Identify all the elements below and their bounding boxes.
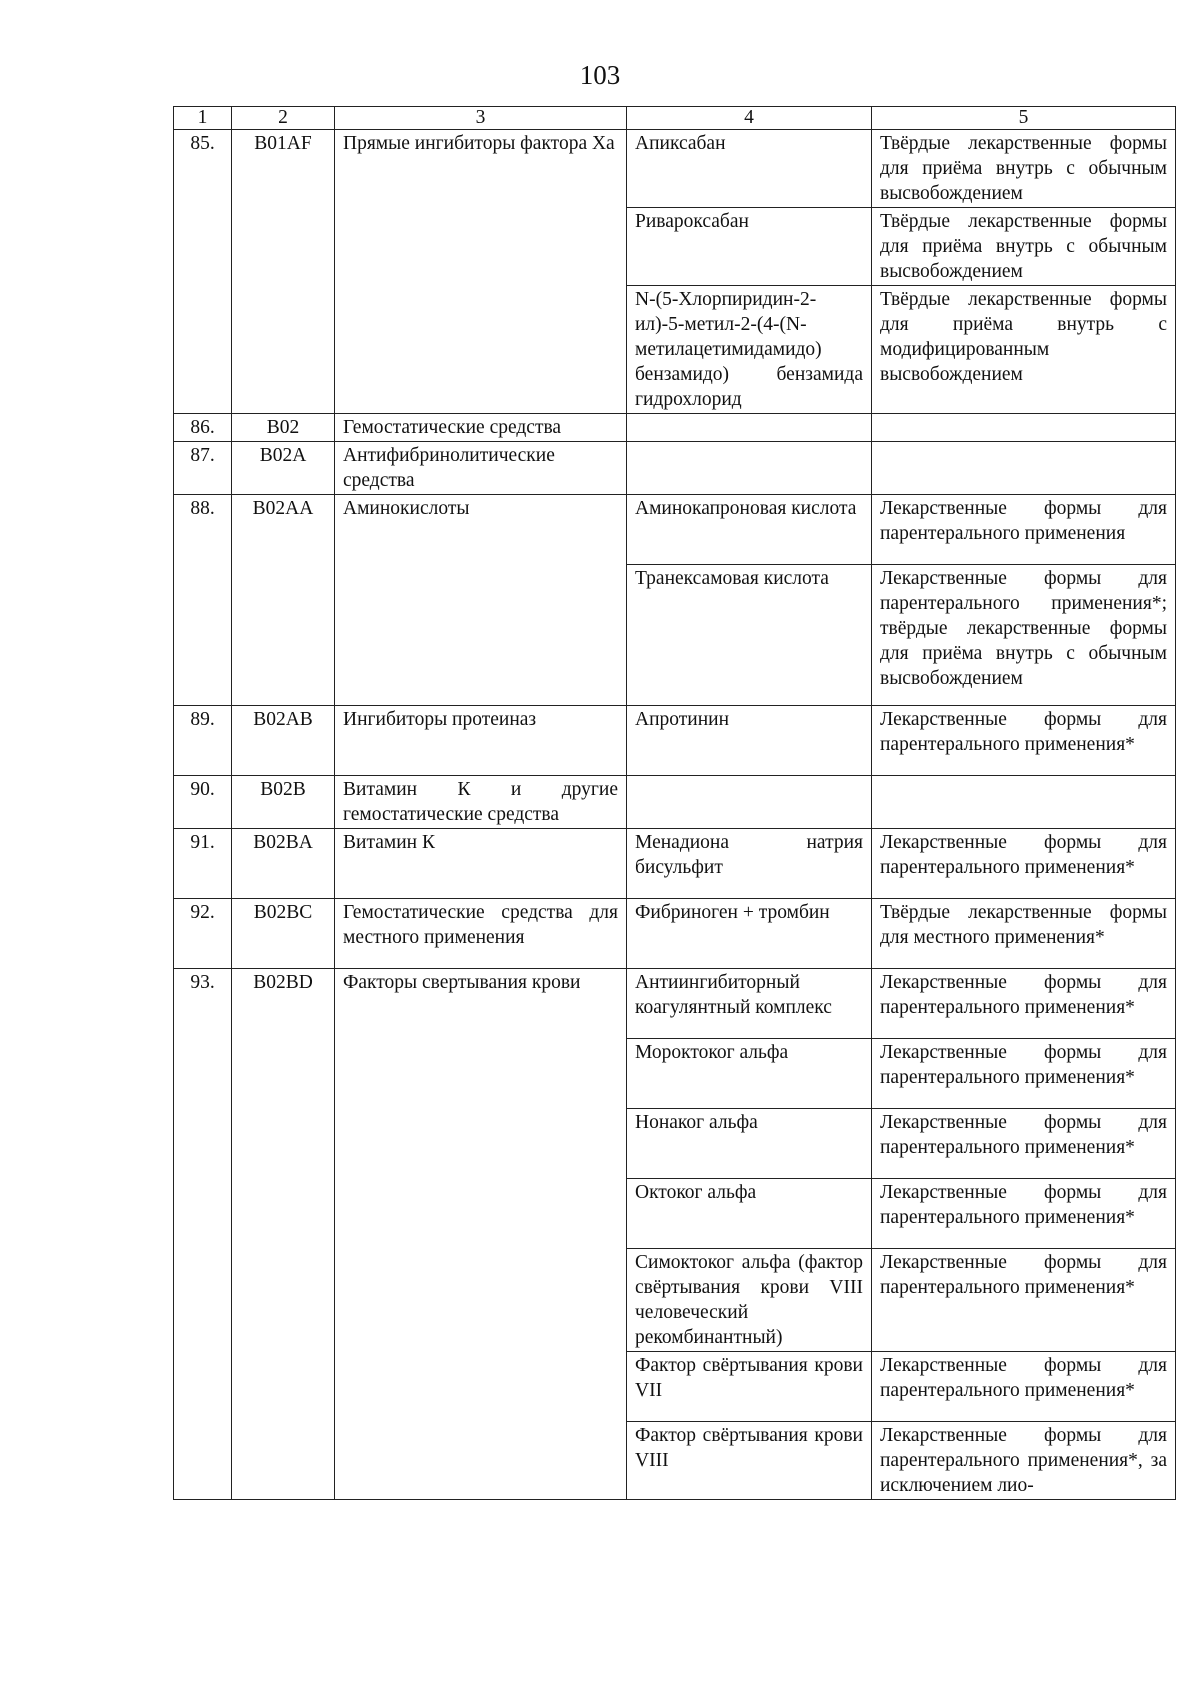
dosage-form: Твёрдые лекарственные формы для приёма внутрь с обычным высвобождением — [872, 130, 1176, 208]
atc-code: B02AA — [232, 495, 335, 706]
dosage-form: Лекарственные формы для парентерального применения — [872, 495, 1176, 565]
table-row — [174, 776, 1176, 829]
dosage-form: Лекарственные формы для парентерального применения* — [872, 706, 1176, 776]
group-name: Антифибринолитические средства — [335, 442, 627, 495]
atc-code: B02BA — [232, 829, 335, 899]
drug-name: Апротинин — [627, 706, 872, 776]
group-name: Гемостатические средства для местного применения — [335, 899, 627, 969]
group-name: Факторы свертывания крови — [335, 969, 627, 1500]
drug-name: Апиксабан — [627, 130, 872, 208]
atc-code: B02BC — [232, 899, 335, 969]
table-row — [174, 130, 1176, 208]
drug-name: Аминокапроновая кислота — [627, 495, 872, 565]
column-header: 2 — [232, 107, 335, 130]
drug-name: Фактор свёртывания крови VIII — [627, 1422, 872, 1500]
dosage-form: Лекарственные формы для парентерального применения*; твёрдые лекарственные формы для приёма внутрь с обычным высвобождением — [872, 565, 1176, 706]
column-header: 3 — [335, 107, 627, 130]
dosage-form: Твёрдые лекарственные формы для приёма внутрь с обычным высвобождением — [872, 208, 1176, 286]
row-number: 89. — [174, 706, 232, 776]
atc-code: B02AB — [232, 706, 335, 776]
atc-code: B02B — [232, 776, 335, 829]
drug-name: N-(5-Хлорпиридин-2-ил)-5-метил-2-(4-(N-метилацетимидамидо) бензамидо) бензамида гидрохлорид — [627, 286, 872, 414]
table-row — [174, 414, 1176, 442]
column-header: 5 — [872, 107, 1176, 130]
dosage-form — [872, 442, 1176, 495]
dosage-form: Твёрдые лекарственные формы для местного применения* — [872, 899, 1176, 969]
group-name: Витамин К — [335, 829, 627, 899]
page-number: 103 — [579, 60, 621, 90]
drug-name: Транексамовая кислота — [627, 565, 872, 706]
table-header-row — [174, 107, 1176, 130]
drug-name: Нонаког альфа — [627, 1109, 872, 1179]
drug-name: Антиингибиторный коагулянтный комплекс — [627, 969, 872, 1039]
atc-code: B02BD — [232, 969, 335, 1500]
row-number: 91. — [174, 829, 232, 899]
dosage-form — [872, 414, 1176, 442]
table-row — [174, 829, 1176, 899]
drug-name: Октоког альфа — [627, 1179, 872, 1249]
row-number: 85. — [174, 130, 232, 414]
drug-name: Мороктоког альфа — [627, 1039, 872, 1109]
drug-name: Менадиона натрия бисульфит — [627, 829, 872, 899]
group-name: Витамин К и другие гемостатические средства — [335, 776, 627, 829]
dosage-form: Лекарственные формы для парентерального применения* — [872, 1352, 1176, 1422]
dosage-form: Лекарственные формы для парентерального применения* — [872, 1039, 1176, 1109]
row-number: 86. — [174, 414, 232, 442]
dosage-form: Лекарственные формы для парентерального применения*, за исключением лио- — [872, 1422, 1176, 1500]
row-number: 93. — [174, 969, 232, 1500]
table-row — [174, 969, 1176, 1039]
dosage-form — [872, 776, 1176, 829]
dosage-form: Лекарственные формы для парентерального применения* — [872, 969, 1176, 1039]
dosage-form: Лекарственные формы для парентерального применения* — [872, 1179, 1176, 1249]
table-row — [174, 706, 1176, 776]
atc-code: B02A — [232, 442, 335, 495]
drug-name — [627, 414, 872, 442]
table-row — [174, 899, 1176, 969]
row-number: 88. — [174, 495, 232, 706]
drug-name: Фактор свёртывания крови VII — [627, 1352, 872, 1422]
atc-code: B02 — [232, 414, 335, 442]
group-name: Гемостатические средства — [335, 414, 627, 442]
dosage-form: Твёрдые лекарственные формы для приёма внутрь с модифицированным высвобождением — [872, 286, 1176, 414]
dosage-form: Лекарственные формы для парентерального применения* — [872, 829, 1176, 899]
column-header: 1 — [174, 107, 232, 130]
row-number: 90. — [174, 776, 232, 829]
row-number: 87. — [174, 442, 232, 495]
column-header: 4 — [627, 107, 872, 130]
atc-code: B01AF — [232, 130, 335, 414]
table-row — [174, 495, 1176, 565]
group-name: Прямые ингибиторы фактора Ха — [335, 130, 627, 414]
drug-name: Фибриноген + тромбин — [627, 899, 872, 969]
drug-name — [627, 442, 872, 495]
drug-name: Ривароксабан — [627, 208, 872, 286]
drug-list-table — [173, 106, 1176, 1500]
drug-name — [627, 776, 872, 829]
table-row — [174, 442, 1176, 495]
drug-name: Симоктоког альфа (фактор свёртывания крови VIII человеческий рекомбинантный) — [627, 1249, 872, 1352]
row-number: 92. — [174, 899, 232, 969]
group-name: Ингибиторы протеиназ — [335, 706, 627, 776]
dosage-form: Лекарственные формы для парентерального применения* — [872, 1109, 1176, 1179]
group-name: Аминокислоты — [335, 495, 627, 706]
dosage-form: Лекарственные формы для парентерального применения* — [872, 1249, 1176, 1352]
